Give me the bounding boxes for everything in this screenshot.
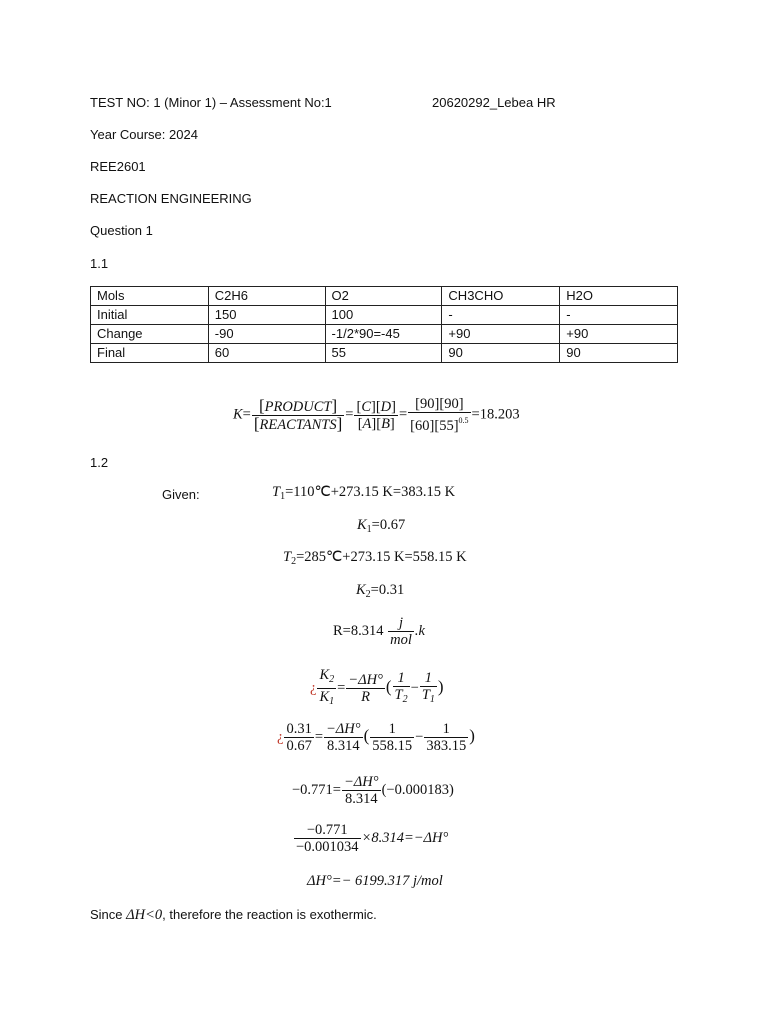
section-label-1-2: 1.2 [90,455,109,470]
mole-table [90,286,678,363]
table-cell: 150 [208,306,325,325]
table-cell: +90 [442,325,560,344]
t1-equation: $T_1=110℃+273.15$ K=383.15 K [272,484,456,502]
t2-equation: $T_2=285℃+273.15$ K=558.15 K [283,549,467,567]
k2-equation: $K_2=0.31$ [356,582,405,600]
module-code: REE2601 [90,159,146,174]
table-cell: H2O [560,287,678,306]
table-cell: 55 [325,344,442,363]
table-cell: 90 [442,344,560,363]
table-cell: Final [91,344,209,363]
table-header-row [91,287,678,306]
table-cell: O2 [325,287,442,306]
table-row [91,344,678,363]
table-cell: -90 [208,325,325,344]
table-cell: Initial [91,306,209,325]
step4-equation: $\frac{-0.771}{-0.001034}$ ×8.314=−ΔH° [296,822,449,855]
module-name: REACTION ENGINEERING [90,191,252,206]
year-course: Year Course: 2024 [90,127,198,142]
test-title: TEST NO: 1 (Minor 1) – Assessment No:1 [90,95,332,110]
table-cell: 90 [560,344,678,363]
vant-hoff-equation: ¿ $\frac{K_2}{K_1}$ = $\frac{-\Delta H^\circ}{R}$ ( $\frac{1}{T_2}$ − $\frac{1}{T_1}$ ) [310,667,444,707]
table-cell: C2H6 [208,287,325,306]
table-cell: - [442,306,560,325]
table-row [91,325,678,344]
table-cell: - [560,306,678,325]
given-label: Given: [162,487,200,502]
table-cell: CH3CHO [442,287,560,306]
table-cell: -1/2*90=-45 [325,325,442,344]
question-heading: Question 1 [90,223,153,238]
section-label-1-1: 1.1 [90,256,109,271]
k1-equation: $K_1=0.67$ [357,517,406,535]
table-cell: Mols [91,287,209,306]
gas-constant-equation: R=8.314 $\frac{j}{\text{mol}}$ .k [333,615,425,648]
table-row [91,306,678,325]
equilibrium-equation: K= $\frac{\text{[PRODUCT]}}{\text{[REACTANTS]}}$ = $\frac{[C][D]}{[A][B]}$ = $\frac{[90][90]}{[60][55]^{0.5}}$ =18.203 [233,395,520,434]
conclusion-text: Since ΔH<0, therefore the reaction is exothermic. [90,907,377,923]
table-cell: Change [91,325,209,344]
substituted-equation: ¿ $\frac{0.31}{0.67}$ = $\frac{-\Delta H^\circ}{8.314}$ ( $\frac{1}{558.15}$ − $\frac{1}{383.15}$ ) [277,721,475,754]
delta-h-result: ΔH°=− 6199.317 j/mol [307,873,443,889]
table-cell: 60 [208,344,325,363]
step3-equation: −0.771= $\frac{-\Delta H^\circ}{8.314}$ (−0.000183) [292,774,454,807]
student-id: 20620292_Lebea HR [432,95,556,110]
table-cell: 100 [325,306,442,325]
table-cell: +90 [560,325,678,344]
